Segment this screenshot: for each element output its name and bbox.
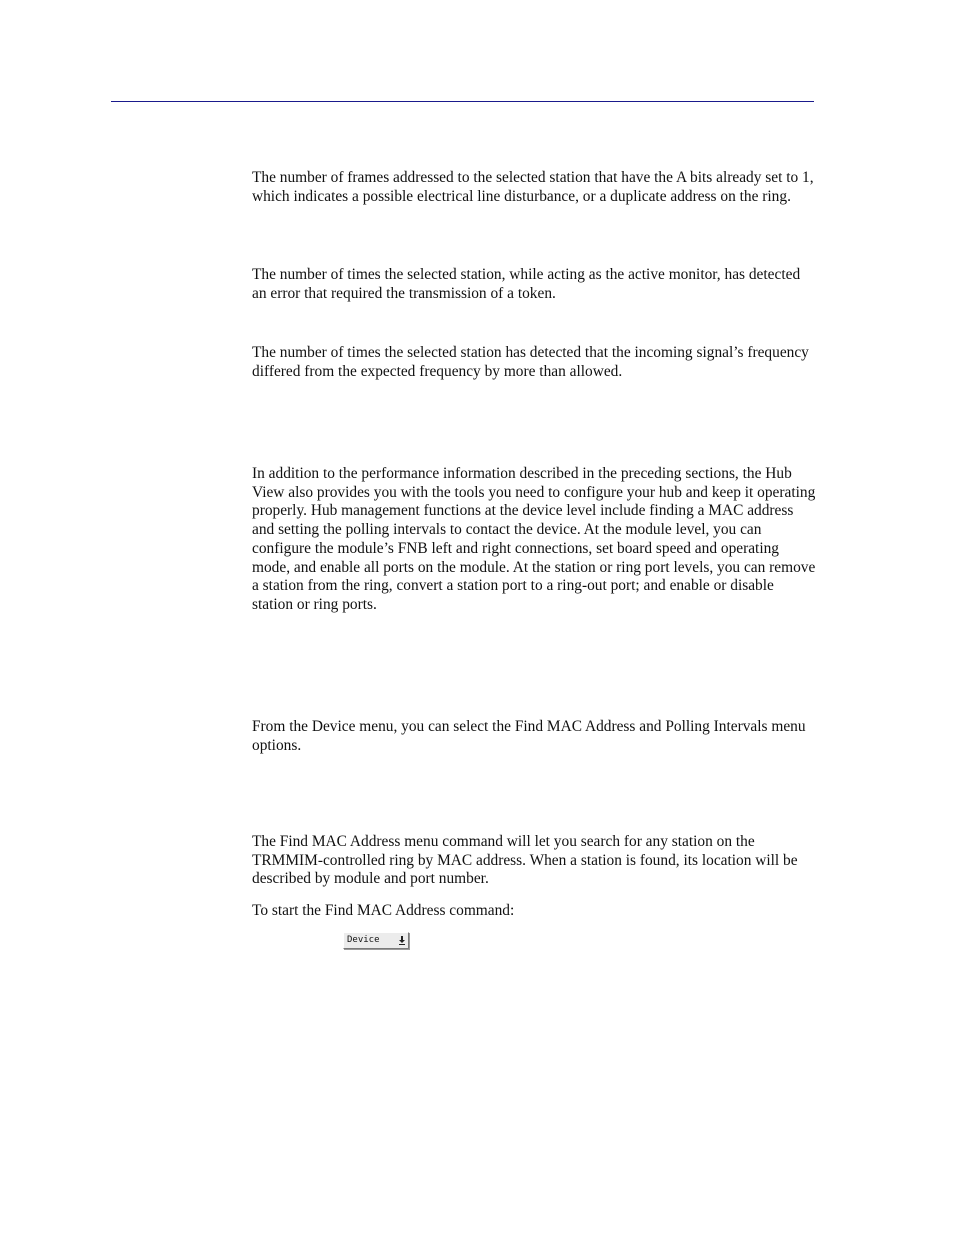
- down-arrow-icon: [399, 936, 405, 945]
- device-menu-label: Device: [347, 935, 380, 945]
- token-errors-description: The number of times the selected station, while acting as the active monitor, has detected an error that required the transmission of a token.: [252, 266, 801, 302]
- find-mac-instruction: To start the Find MAC Address command:: [252, 902, 515, 919]
- hub-management-intro: In addition to the performance information described in the preceding sections, the Hub View also provides you with the tools you need to configure your hub and keep it operating properly. Hub management functions at the device level include finding a MAC address and setting the polling intervals to contact the device. At the module level, you can configure the module’s FNB left and right connections, set board speed and operating mode, and enable all ports on the module. At the station or ring port levels, you can remove a station from the ring, convert a station port to a ring-out port; and enable or disable station or ring ports.: [252, 465, 816, 613]
- a-bits-description: The number of frames addressed to the selected station that have the A bits already set to 1, which indicates a possible electrical line disturbance, or a duplicate address on the ring.: [252, 169, 814, 205]
- device-menu-intro: From the Device menu, you can select the Find MAC Address and Polling Intervals menu options.: [252, 718, 806, 754]
- find-mac-description: The Find MAC Address menu command will let you search for any station on the TRMMIM-controlled ring by MAC address. When a station is found, its location will be described by module and port number.: [252, 833, 798, 888]
- frequency-errors-description: The number of times the selected station has detected that the incoming signal’s frequency differed from the expected frequency by more than allowed.: [252, 344, 809, 380]
- device-menu-button[interactable]: [343, 932, 409, 949]
- header-rule: [111, 101, 814, 102]
